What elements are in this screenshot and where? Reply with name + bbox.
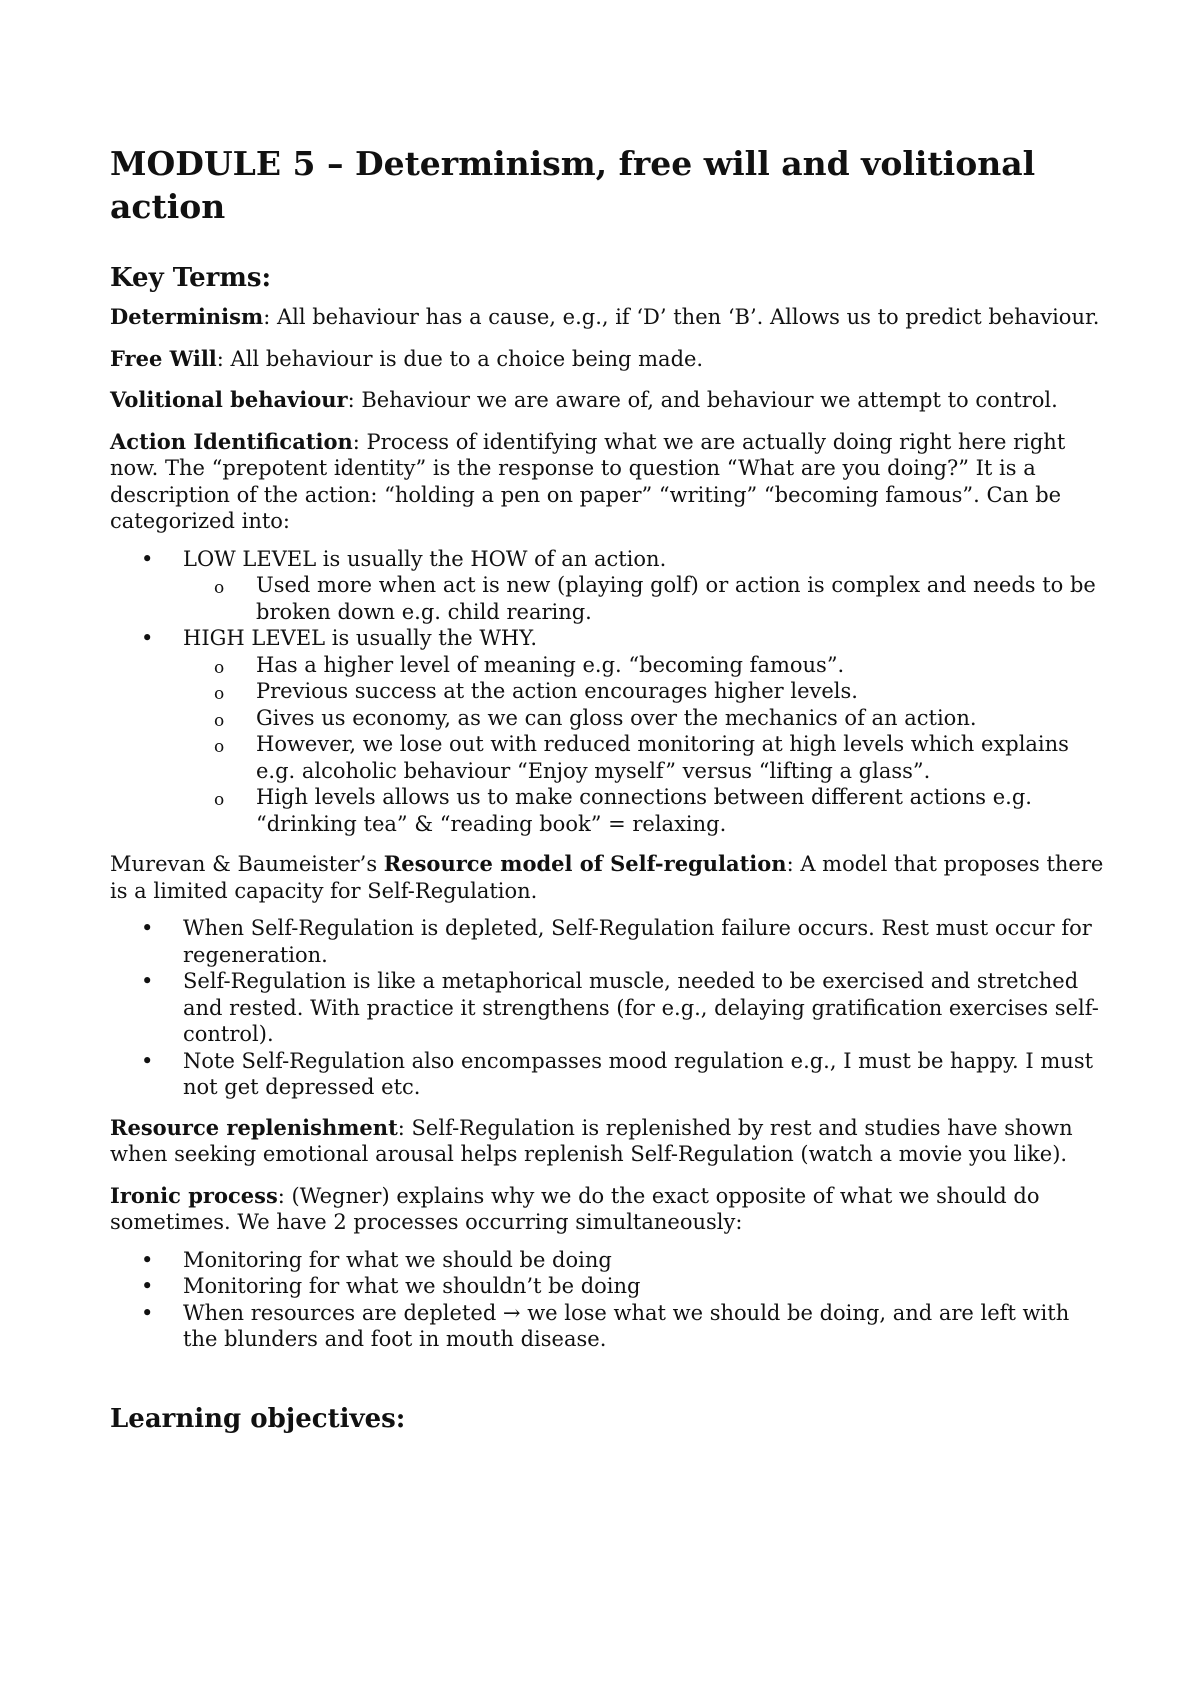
list-item-text: Note Self-Regulation also encompasses mood regulation e.g., I must be happy. I must not get depressed etc. <box>183 1048 1094 1099</box>
term-text: : Behaviour we are aware of, and behaviour we attempt to control. <box>347 388 1058 412</box>
list-item <box>110 1273 1110 1300</box>
sub-list-item <box>183 784 1110 837</box>
section-spacer <box>110 1367 1110 1403</box>
term-label: Determinism <box>110 304 264 329</box>
term-label: Resource model of Self-regulation <box>383 851 787 876</box>
list-item-text: Monitoring for what we should be doing <box>183 1247 612 1272</box>
list-item-text: When resources are depleted → we lose what we should be doing, and are left with the blunders and foot in mouth disease. <box>183 1300 1070 1351</box>
sub-list-item-text: High levels allows us to make connections between different actions e.g. “drinking tea” & “reading book” = relaxing. <box>256 785 1032 836</box>
document-page <box>110 142 1110 1445</box>
term-text: : (Wegner) explains why we do the exact opposite of what we should do sometimes. We have 2 processes occurring simultaneously: <box>110 1183 1040 1234</box>
term-label: Resource replenishment <box>110 1114 398 1140</box>
ironic-process-definition <box>110 1183 1110 1236</box>
list-item <box>110 625 1110 837</box>
list-item <box>110 1300 1110 1353</box>
action-levels-list <box>110 546 1110 838</box>
sub-list-item <box>183 652 1110 679</box>
sub-bullet-icon: o <box>214 684 225 704</box>
list-item <box>110 546 1110 626</box>
list-item <box>110 915 1110 968</box>
list-item-text: Self-Regulation is like a metaphorical muscle, needed to be exercised and stretched and rested. With practice it strengthens (for e.g., delaying gratification exercises self-control). <box>183 969 1099 1046</box>
resource-replenishment-definition <box>110 1115 1110 1168</box>
determinism-definition <box>110 304 1110 331</box>
term-prefix: Murevan & Baumeister’s <box>110 852 384 876</box>
sub-bullet-icon: o <box>214 737 225 757</box>
sub-list-item <box>183 705 1110 732</box>
bullet-icon: • <box>141 1300 154 1325</box>
page-title: MODULE 5 – Determinism, free will and volitional action <box>110 144 1036 226</box>
sub-list-item-text: Gives us economy, as we can gloss over the mechanics of an action. <box>256 705 977 730</box>
resource-model-definition <box>110 851 1110 904</box>
sub-list <box>183 652 1110 838</box>
term-label: Volitional behaviour <box>110 387 348 412</box>
list-item-text: LOW LEVEL is usually the HOW of an action. <box>183 546 667 571</box>
sub-list-item-text: Previous success at the action encourages higher levels. <box>256 679 858 703</box>
bullet-icon: • <box>141 1274 154 1298</box>
list-item <box>110 968 1110 1048</box>
sub-list-item <box>183 731 1110 784</box>
term-text: : Process of identifying what we are actually doing right here right now. The “prepotent identity” is the response to question “What are you doing?” It is a description of the action: “holding a pen on paper” “writing” “becoming famous”. Can be categorized into: <box>110 429 1066 533</box>
key-terms-heading: Key Terms: <box>110 263 272 293</box>
sub-bullet-icon: o <box>214 790 225 810</box>
sub-list-item-text: However, we lose out with reduced monitoring at high levels which explains e.g. alcoholic behaviour “Enjoy myself” versus “lifting a glass”. <box>256 732 1069 783</box>
action-identification-definition <box>110 429 1110 535</box>
bullet-icon: • <box>141 1247 154 1272</box>
resource-model-list <box>110 915 1110 1101</box>
free-will-definition <box>110 346 1110 373</box>
term-label: Free Will <box>110 345 217 371</box>
sub-bullet-icon: o <box>214 657 225 678</box>
term-label: Ironic process <box>110 1182 278 1208</box>
ironic-process-list <box>110 1247 1110 1353</box>
bullet-icon: • <box>141 1048 154 1073</box>
bullet-icon: • <box>141 546 154 571</box>
bullet-icon: • <box>141 969 154 993</box>
term-label: Action Identification <box>110 428 353 454</box>
term-text: : Self-Regulation is replenished by rest and studies have shown when seeking emotional arousal helps replenish Self-Regulation (watch a movie you like). <box>110 1115 1073 1166</box>
bullet-icon: • <box>141 626 154 650</box>
list-item <box>110 1247 1110 1274</box>
list-item-text: HIGH LEVEL is usually the WHY. <box>183 626 538 650</box>
sub-bullet-icon: o <box>214 710 225 731</box>
sub-list-item-text: Has a higher level of meaning e.g. “becoming famous”. <box>256 652 845 677</box>
learning-objectives-heading: Learning objectives: <box>110 1403 406 1434</box>
list-item-text: When Self-Regulation is depleted, Self-Regulation failure occurs. Rest must occur for regeneration. <box>183 916 1092 967</box>
term-text: : A model that proposes there is a limited capacity for Self-Regulation. <box>110 852 1104 903</box>
term-text: : All behaviour has a cause, e.g., if ‘D’ then ‘B’. Allows us to predict behaviour. <box>263 305 1100 329</box>
list-item-text: Monitoring for what we shouldn’t be doing <box>183 1274 641 1298</box>
bullet-icon: • <box>141 916 154 940</box>
sub-list-item <box>183 678 1110 705</box>
sub-list-item <box>183 572 1110 625</box>
term-text: : All behaviour is due to a choice being made. <box>216 346 704 371</box>
sub-bullet-icon: o <box>214 578 225 598</box>
sub-list-item-text: Used more when act is new (playing golf) or action is complex and needs to be broken down e.g. child rearing. <box>256 573 1096 624</box>
sub-list <box>183 572 1110 625</box>
list-item <box>110 1048 1110 1101</box>
volitional-definition <box>110 387 1110 414</box>
